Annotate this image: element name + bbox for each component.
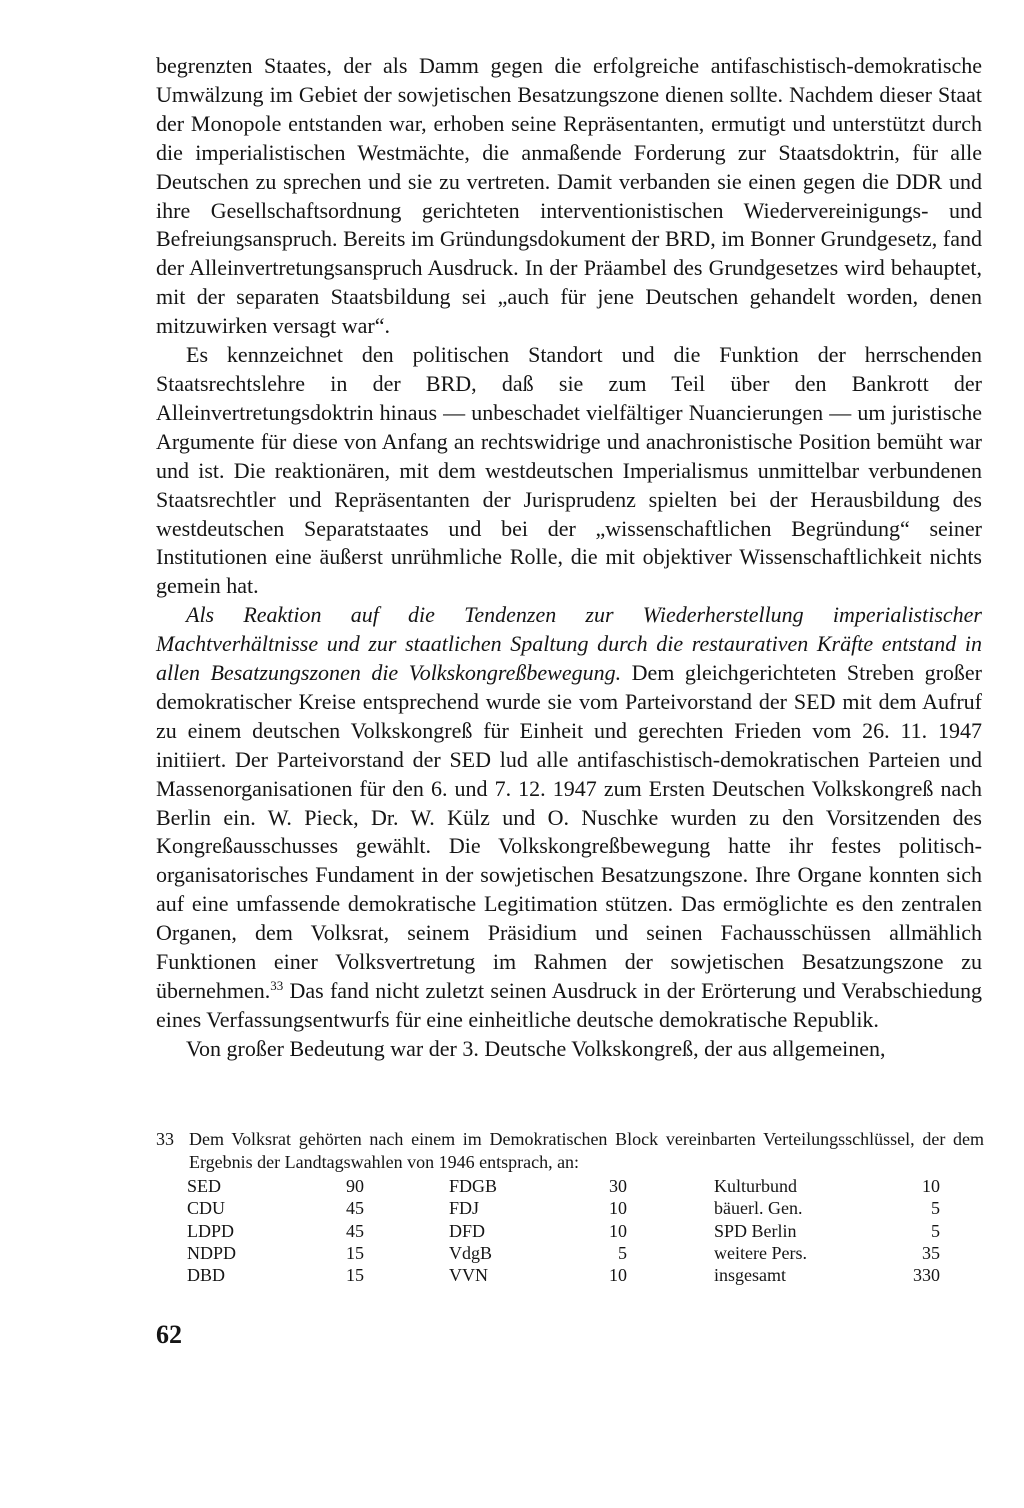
paragraph-1: begrenzten Staates, der als Damm gegen die erfolgreiche antifaschistisch-demokratische Umwälzung im Gebiet der sowjetischen Besatzungszone dienen sollte. Nachdem dieser Staat der Monopole entstanden war, erhoben seine Repräsentanten, ermutigt und unterstützt durch die imperialistischen Westmächte, die anmaßende Forderung zur Staatsdoktrin, für alle Deutschen zu sprechen und sie zu vertreten. Damit verbanden sie einen gegen die DDR und ihre Gesellschaftsordnung gerichteten interventionistischen Wiedervereinigungs- und Befreiungsanspruch. Bereits im Gründungsdokument der BRD, im Bonner Grundgesetz, fand der Alleinvertretungsanspruch Ausdruck. In der Präambel des Grundgesetzes wird behauptet, mit der separaten Staatsbildung sei „auch für jene Deutschen gehandelt worden, denen mitzuwirken versagt war“. — [156, 53, 982, 339]
seat-allocation-table — [187, 1175, 940, 1286]
seat-count: 45 — [346, 1198, 364, 1219]
paragraph-3-text-end: Das fand nicht zuletzt seinen Ausdruck in der Erörterung und Verabschiedung eines Verfassungsentwurfs für eine einheitliche deutsche demokratische Republik. — [156, 978, 982, 1032]
organization-name: Kulturbund — [714, 1176, 797, 1196]
column-gap — [627, 1242, 714, 1264]
paragraph-4: Von großer Bedeutung war der 3. Deutsche Volkskongreß, der aus allgemeinen, — [186, 1035, 886, 1061]
paragraph-3-italic-lead: Als Reaktion auf die Tendenzen zur Wiederherstellung imperialistischer Machtverhältnisse und zur staatlichen Spaltung durch die restaurativen Kräfte entstand in allen Besatzungszonen die Volkskongreßbewegung. — [156, 602, 982, 686]
paragraph-3 — [156, 601, 982, 1035]
table-row — [187, 1175, 940, 1197]
organization-name: CDU — [187, 1198, 226, 1219]
page-number: 62 — [156, 1320, 182, 1349]
organization-name: weitere Pers. — [714, 1242, 807, 1263]
table-row — [187, 1264, 940, 1286]
column-gap — [627, 1197, 714, 1219]
seat-count: 10 — [609, 1265, 627, 1286]
table-row — [187, 1220, 940, 1242]
seat-count: 90 — [346, 1176, 364, 1196]
seat-count: 330 — [913, 1265, 940, 1286]
footnote-reference: 33 — [270, 978, 284, 993]
seat-count: 10 — [609, 1220, 627, 1241]
organization-name: NDPD — [187, 1242, 237, 1263]
seat-count: 15 — [346, 1265, 364, 1286]
organization-name: VdgB — [449, 1242, 493, 1263]
footnote-number: 33 — [156, 1129, 174, 1149]
paragraph-2: Es kennzeichnet den politischen Standort und die Funktion der herrschenden Staatsrechtslehre in der BRD, daß sie zum Teil über den Bankrott der Alleinvertretungsdoktrin hinaus — unbeschadet vielfältiger Nuancierungen — um juristische Argumente für diese von Anfang an rechtswidrige und anachronistische Position bemüht war und ist. Die reaktionären, mit dem westdeutschen Imperialismus unmittelbar verbundenen Staatsrechtler und Repräsentanten der Jurisprudenz spielten bei der Herausbildung des westdeutschen Separatstaates und bei der „wissenschaftlichen Begründung“ seiner Institutionen eine äußerst unrühmliche Rolle, die mit objektiver Wissenschaftlichkeit nichts gemein hat. — [156, 342, 982, 599]
seat-count: 5 — [618, 1242, 627, 1263]
footnote-body: Dem Volksrat gehörten nach einem im Demokratischen Block vereinbarten Verteilungsschlüssel, der dem Ergebnis der Landtagswahlen von 1946 entsprach, an: — [189, 1129, 984, 1172]
column-gap — [627, 1175, 714, 1197]
seat-count: 5 — [931, 1220, 940, 1241]
column-gap — [364, 1220, 449, 1242]
organization-name: FDJ — [449, 1198, 480, 1219]
footnote-text — [156, 1128, 984, 1174]
column-gap — [364, 1264, 449, 1286]
seat-count: 15 — [346, 1242, 364, 1263]
column-gap — [627, 1220, 714, 1242]
seat-count: 35 — [922, 1242, 940, 1263]
organization-name: SPD Berlin — [714, 1220, 797, 1241]
organization-name: insgesamt — [714, 1265, 786, 1286]
seat-count: 10 — [922, 1176, 940, 1196]
body-text — [156, 52, 982, 1064]
column-gap — [627, 1264, 714, 1286]
column-gap — [364, 1175, 449, 1197]
organization-name: SED — [187, 1176, 222, 1196]
seat-count: 5 — [931, 1198, 940, 1219]
seat-allocation-rows — [187, 1175, 940, 1286]
footnote — [156, 1128, 984, 1286]
organization-name: bäuerl. Gen. — [714, 1198, 803, 1219]
table-row — [187, 1197, 940, 1219]
seat-count: 10 — [609, 1198, 627, 1219]
column-gap — [364, 1242, 449, 1264]
organization-name: VVN — [449, 1265, 488, 1286]
paragraph-3-text: Dem gleichgerichteten Streben großer demokratischer Kreise entsprechend wurde sie vom Parteivorstand der SED mit dem Aufruf zu einem deutschen Volkskongreß für Einheit und gerechten Frieden vom 26. 11. 1947 initiiert. Der Parteivorstand der SED lud alle antifaschistisch-demokratischen Parteien und Massenorganisationen für den 6. und 7. 12. 1947 zum Ersten Deutschen Volkskongreß nach Berlin ein. W. Pieck, Dr. W. Külz und O. Nuschke wurden zu den Vorsitzenden des Kongreßausschusses gewählt. Die Volkskongreßbewegung hatte ihr festes politisch-organisatorisches Fundament in der sowjetischen Besatzungszone. Ihre Organe konnten sich auf eine umfassende demokratische Legitimation stützen. Das ermöglichte es den zentralen Organen, dem Volksrat, seinem Präsidium und seinen Fachausschüssen allmählich Funktionen einer Volksvertretung im Rahmen der sowjetischen Besatzungszone zu übernehmen. — [156, 660, 982, 1003]
table-row — [187, 1242, 940, 1264]
organization-name: LDPD — [187, 1220, 235, 1241]
seat-count: 30 — [609, 1176, 627, 1196]
organization-name: FDGB — [449, 1176, 498, 1196]
column-gap — [364, 1197, 449, 1219]
seat-count: 45 — [346, 1220, 364, 1241]
organization-name: DBD — [187, 1265, 226, 1286]
organization-name: DFD — [449, 1220, 486, 1241]
